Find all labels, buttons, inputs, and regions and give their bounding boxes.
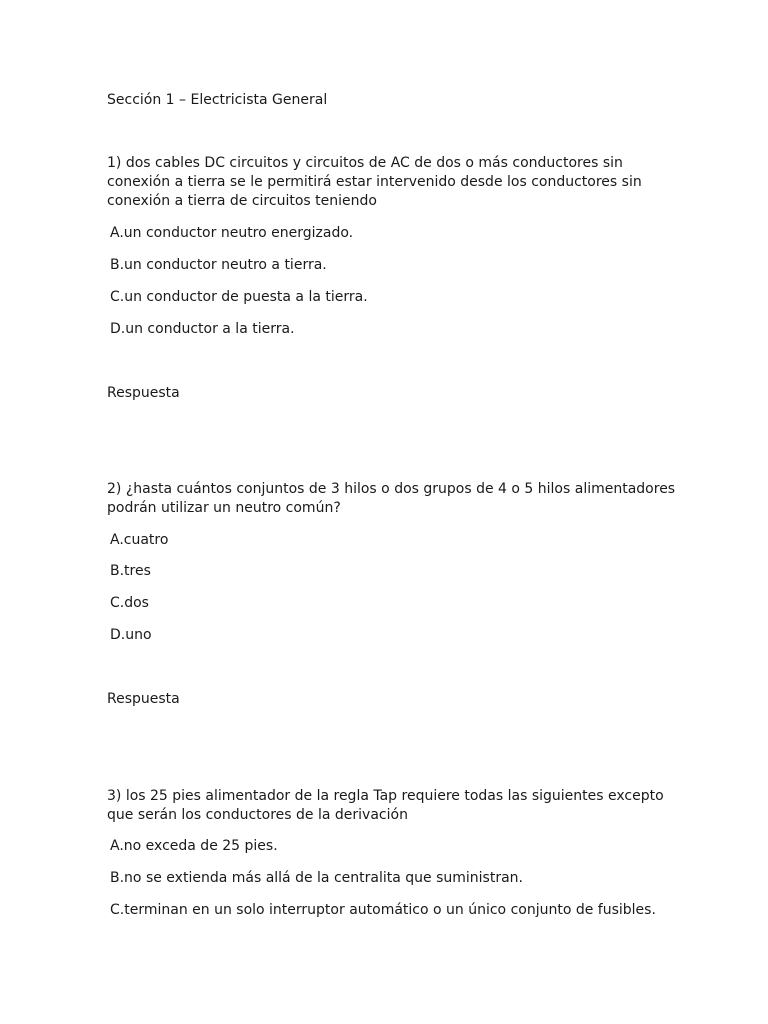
question-3-option-a: A.no exceda de 25 pies. (110, 838, 278, 854)
question-1-option-a: A.un conductor neutro energizado. (110, 225, 354, 241)
question-3-option-c: C.terminan en un solo interruptor automático o un único conjunto de fusibles. (110, 902, 656, 918)
question-3-option-b: B.no se extienda más allá de la centralita que suministran. (110, 870, 523, 886)
section-title: Sección 1 – Electricista General (107, 92, 328, 108)
question-1-option-c: C.un conductor de puesta a la tierra. (110, 289, 368, 305)
question-2-text: 2) ¿hasta cuántos conjuntos de 3 hilos o dos grupos de 4 o 5 hilos alimentadores podrán utilizar un neutro común? (107, 481, 676, 516)
question-2-option-c: C.dos (110, 595, 149, 611)
question-2-option-d: D.uno (110, 627, 152, 643)
question-2-option-a: A.cuatro (110, 532, 169, 548)
question-1-text: 1) dos cables DC circuitos y circuitos de AC de dos o más conductores sin conexión a tierra se le permitirá estar intervenido desde los conductores sin conexión a tierra de circuitos teniendo (107, 155, 642, 209)
question-2-option-b: B.tres (110, 563, 151, 579)
question-2-answer-label: Respuesta (107, 691, 180, 707)
question-1-option-b: B.un conductor neutro a tierra. (110, 257, 327, 273)
question-1-option-d: D.un conductor a la tierra. (110, 321, 295, 337)
question-3-text: 3) los 25 pies alimentador de la regla Tap requiere todas las siguientes excepto que serán los conductores de la derivación (107, 788, 664, 823)
question-1-answer-label: Respuesta (107, 385, 180, 401)
